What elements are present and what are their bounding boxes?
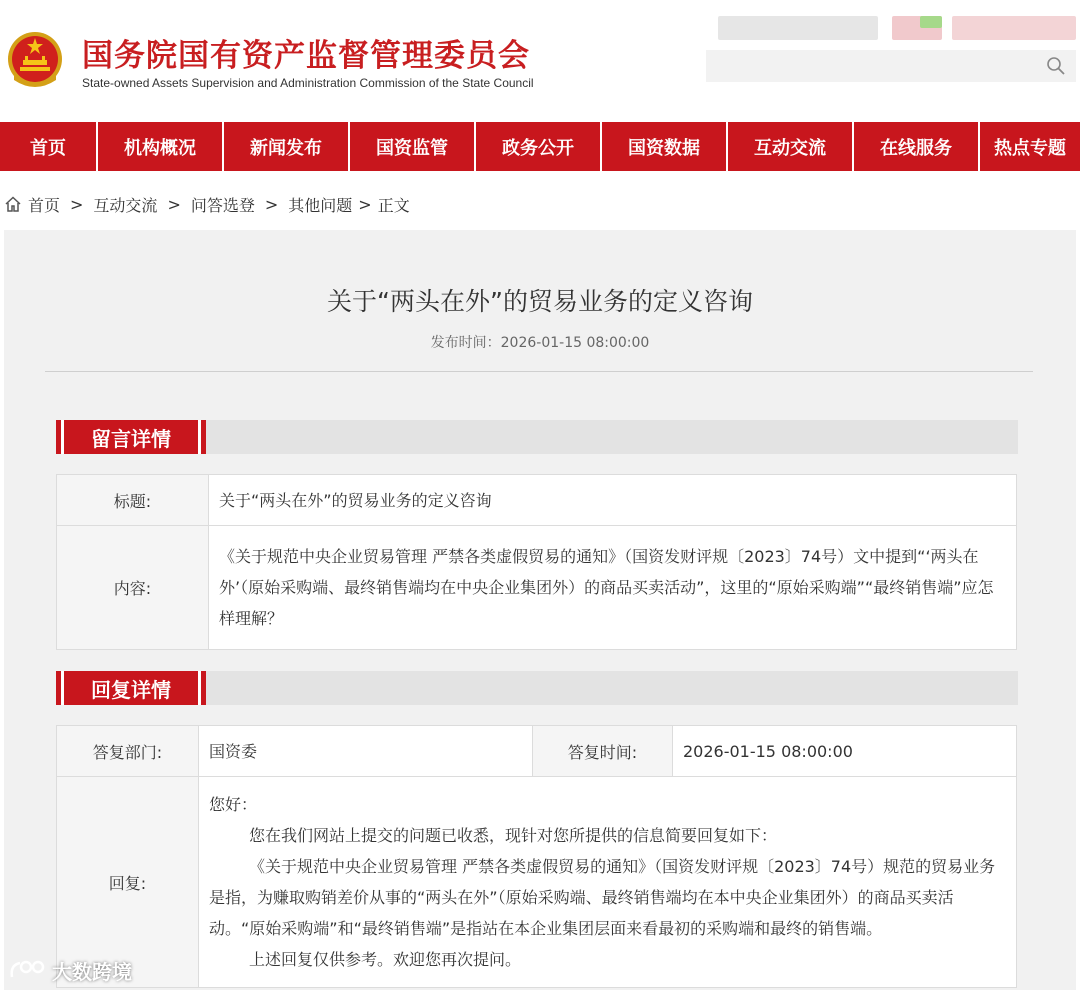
nav-item-news[interactable]: 新闻发布 [224,122,350,171]
reply-meta-row [57,726,1017,777]
nav-item-public-affairs[interactable]: 政务公开 [476,122,602,171]
nav-item-home[interactable]: 首页 [0,122,98,171]
watermark [8,954,132,986]
message-content-value: 《关于规范中央企业贸易管理 严禁各类虚假贸易的通知》（国资发财评规〔2023〕74号）文中提到“‘两头在外’（原始采购端、最终销售端均在中央企业集团外）的商品买卖活动”，这里的“原始采购端”“最终销售端”应怎样理解？ [209,526,1017,650]
top-links-blurred [952,16,1076,40]
reply-section-header [56,671,1018,705]
breadcrumb [4,192,410,216]
breadcrumb-interaction[interactable]: 互动交流 [93,195,158,215]
nav-item-interaction[interactable]: 互动交流 [728,122,854,171]
search-input[interactable] [706,50,1076,82]
breadcrumb-current: 正文 [377,195,410,215]
message-title-label: 标题: [57,475,209,526]
reply-time-label: 答复时间: [533,726,673,777]
reply-time-value: 2026-01-15 08:00:00 [673,726,1017,777]
publish-time-value: 2026-01-15 08:00:00 [500,335,650,351]
message-section-title: 留言详情 [56,420,206,454]
reply-label: 回复: [57,777,199,988]
home-icon [4,195,22,213]
nav-item-topics[interactable]: 热点专题 [994,137,1066,159]
message-section-header [56,420,1018,454]
reply-table [56,725,1017,988]
reply-paragraph: 《关于规范中央企业贸易管理 严禁各类虚假贸易的通知》（国资发财评规〔2023〕74号）规范的贸易业务是指，为赚取购销差价从事的“两头在外”（原始采购端、最终销售端均在本中央企业集团外）的商品买卖活动。“原始采购端”和“最终销售端”是指站在本企业集团层面来看最初的采购端和最终的销售端。 [209,857,996,938]
site-subtitle: State-owned Assets Supervision and Administration Commission of the State Council [82,76,534,90]
content-panel [4,230,1076,990]
breadcrumb-home[interactable]: 首页 [28,195,61,215]
message-content-label: 内容: [57,526,209,650]
national-emblem-icon [6,30,64,92]
reply-content-row [57,777,1017,988]
nav-item-about[interactable]: 机构概况 [98,122,224,171]
reply-section-title: 回复详情 [56,671,206,705]
main-nav [0,122,1080,171]
reply-paragraph: 您在我们网站上提交的问题已收悉，现针对您所提供的信息简要回复如下： [249,826,778,845]
site-title: 国务院国有资产监督管理委员会 [82,38,530,74]
message-title-row [57,475,1017,526]
reply-dept-value: 国资委 [199,726,533,777]
nav-item-supervision[interactable]: 国资监管 [350,122,476,171]
breadcrumb-separator: > [70,194,84,214]
top-links-blurred [920,16,942,28]
reply-paragraph: 上述回复仅供参考。欢迎您再次提问。 [249,950,522,969]
breadcrumb-separator: > [167,194,181,214]
title-divider [45,371,1033,372]
watermark-text: 大数跨境 [52,959,132,984]
breadcrumb-separator: > [358,194,372,214]
breadcrumb-separator: > [264,194,279,214]
nav-item-data[interactable]: 国资数据 [602,122,728,171]
message-title-value: 关于“两头在外”的贸易业务的定义咨询 [209,475,1017,526]
reply-content [199,777,1017,988]
breadcrumb-qa-selection[interactable]: 问答选登 [190,195,255,215]
breadcrumb-other-questions[interactable]: 其他问题 [288,195,353,215]
search-icon[interactable] [1046,56,1066,76]
watermark-logo-icon [8,957,48,983]
nav-item-online-service[interactable]: 在线服务 [854,122,980,171]
message-content-row [57,526,1017,650]
message-table [56,474,1017,650]
publish-time-label: 发布时间： [430,335,501,351]
reply-paragraph: 您好： [209,795,258,814]
site-header [0,0,1080,122]
reply-dept-label: 答复部门: [57,726,199,777]
page-title: 关于“两头在外”的贸易业务的定义咨询 [327,287,753,316]
top-links-blurred [718,16,878,40]
publish-time [4,332,1076,352]
